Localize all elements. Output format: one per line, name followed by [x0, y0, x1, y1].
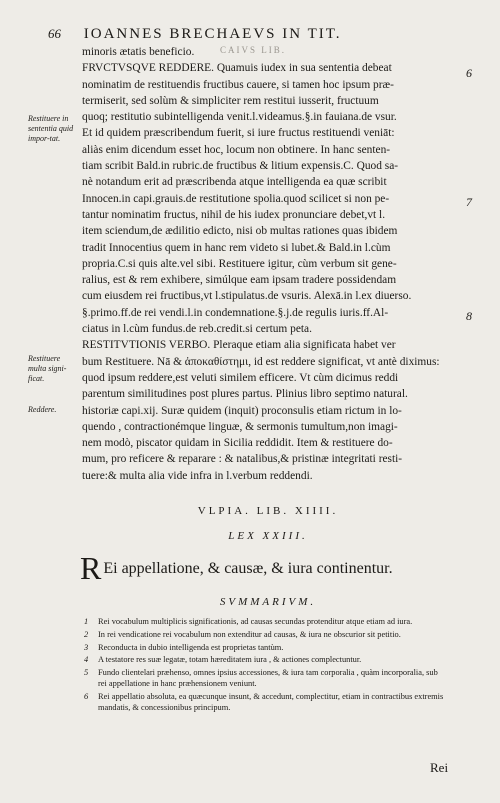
text-line: quoq; restitutio subintelligenda venit.l.videamus.§.in fauiana.de vsur.: [82, 111, 397, 124]
summary-item-number: 6: [84, 691, 89, 701]
law-rubric: [80, 550, 460, 587]
summary-item-text: In rei vendicatione rei vocabulum non extenditur ad causas, & iura ne obscurior sit petitio.: [98, 629, 401, 639]
running-header: [48, 26, 468, 43]
margin-number: 7: [466, 195, 472, 209]
text-line: §.primo.ff.de rei vendi.l.in condemnatione.§.j.de regulis iuris.ff.Al-: [82, 306, 389, 319]
summary-heading: SVMMARIVM.: [219, 596, 317, 608]
text-line: Innocen.in capi.grauis.de restitutione spolia.quod scilicet si non pe-: [82, 192, 390, 205]
summary-item-number: 5: [84, 668, 89, 678]
text-line: RESTITVTIONIS VERBO. Pleraque etiam alia significata habet ver: [82, 339, 396, 352]
margin-note: Restituere in sententia quid impor-tat.: [28, 114, 74, 143]
text-line: tantur nominatim fructus, nihil de his iudex pronunciare debet,vt l.: [82, 208, 386, 221]
text-line: item sciendum,de ædilitio edicto, nisi ob multas rationes quas ibidem: [82, 225, 398, 238]
summary-item: [84, 667, 444, 689]
text-line: cum eiusdem rei fructibus,vt l.stipulatus.de vsuris. Alexā.in l.ex diuerso.: [82, 290, 412, 303]
commentary-body: [82, 44, 454, 484]
summary-item: [84, 654, 444, 665]
text-line: bum Restituere. Nā & ἀποκαθίστημι, id est reddere significat, vt antè diximus:: [82, 355, 440, 368]
margin-note: Reddere.: [28, 405, 57, 414]
text-line: Et id quidem præscribendum fuerit, si iure fructus restituendi veniāt:: [82, 127, 395, 140]
bleed-through-text: CAIVS LIB.: [220, 45, 287, 55]
summary-item-number: 4: [84, 655, 89, 665]
text-line: parentum similitudines post plures partus. Plinius libro septimo natural.: [82, 388, 408, 401]
page-number: 66: [48, 26, 61, 41]
text-line: ralius, est & rem exhibere, simúlque eam ipsam tradere possidendam: [82, 274, 397, 287]
text-line: ciatus in l.cùm fundus.de reb.credit.si certum peta.: [82, 323, 312, 336]
text-line: termiserit, sed solùm & simpliciter rem restitui iusserit, fructuum: [82, 94, 379, 107]
text-line: nominatim de restituendis fructibus cauere, si tamen hoc ipsum præ-: [82, 78, 394, 91]
text-line: tuere:& multa alia vide infra in l.verbum reddendi.: [82, 469, 313, 482]
text-line: historiæ capi.xij. Suræ quidem (inquit) proconsulis etiam rictum in lo-: [82, 404, 402, 417]
summary-item-text: Rei vocabulum multiplicis significationis, ad causas secundas protenditur atque etiam ad iura.: [98, 617, 413, 626]
summary-list: [84, 616, 444, 715]
law-heading: LEX XXIII.: [228, 530, 308, 542]
summary-item-number: 2: [84, 629, 89, 639]
margin-number: 8: [466, 309, 472, 323]
summary-item: [84, 691, 444, 713]
summary-item: [84, 629, 444, 640]
running-title: IOANNES BRECHAEVS IN TIT.: [83, 26, 342, 42]
rubric-text: Ei appellatione, & causæ, & iura continentur.: [103, 560, 393, 577]
text-line: quendo , contractionémque linguæ, & sermonis tumultum,non imagi-: [82, 420, 398, 433]
summary-item-number: 1: [84, 617, 89, 626]
text-line: FRVCTVSQVE REDDERE. Quamuis iudex in sua sententia debeat: [82, 62, 392, 75]
summary-item-text: A testatore res suæ legatæ, totam hæreditatem iura , & actiones complectuntur.: [98, 655, 362, 665]
text-line: minoris ætatis beneficio.: [82, 46, 195, 58]
text-line: quod ipsum reddere,est veluti similem efficere. Vt cùm dicimus reddi: [82, 371, 399, 384]
text-line: tradit Innocentius quem in hanc rem videto si lubet.& Bald.in l.cùm: [82, 241, 391, 254]
summary-item-text: Fundo clientelari præhenso, omnes ipsius accessiones, & iura tam corporalia , quàm incorporalia, sub rei appellatione in hanc præhensionem veniunt.: [98, 668, 438, 689]
summary-item-text: Reconducta in dubio intelligenda est proprietas tantùm.: [98, 642, 284, 652]
summary-item: [84, 616, 444, 627]
catchword: Rei: [430, 760, 449, 775]
text-line: propria.C.si quis alte.vel sibi. Restituere igitur, cùm verbum sit gene-: [82, 257, 397, 270]
margin-note: Restituere multa signi-ficat.: [28, 354, 67, 383]
text-line: tiam scribit Bald.in rubric.de fructibus & litium expensis.C. Quod sa-: [82, 160, 399, 173]
text-line: mum, pro reficere & reparare : & natalibus,& pristinæ integritati resti-: [82, 453, 403, 466]
summary-item-number: 3: [84, 642, 89, 652]
text-line: aliàs enim dicendum esset hoc, locum non obtinere. In hanc senten-: [82, 143, 391, 156]
text-line: nem modò, piscator quidam in Sicilia reddidit. Item & restituere do-: [82, 437, 393, 450]
text-line: nè notandum erit ad præscribenda atque intelligenda ea quæ scribit: [82, 176, 387, 189]
summary-item: [84, 642, 444, 653]
drop-cap: R: [80, 550, 102, 586]
margin-number: 6: [466, 66, 472, 80]
book-heading: VLPIA. LIB. XIIII.: [197, 505, 339, 517]
summary-item-text: Rei appellatio absoluta, ea quæcunque insunt, & accedunt, complectitur, etiam in contractibus extremis mandatis, & concessionibus principum.: [98, 691, 444, 712]
